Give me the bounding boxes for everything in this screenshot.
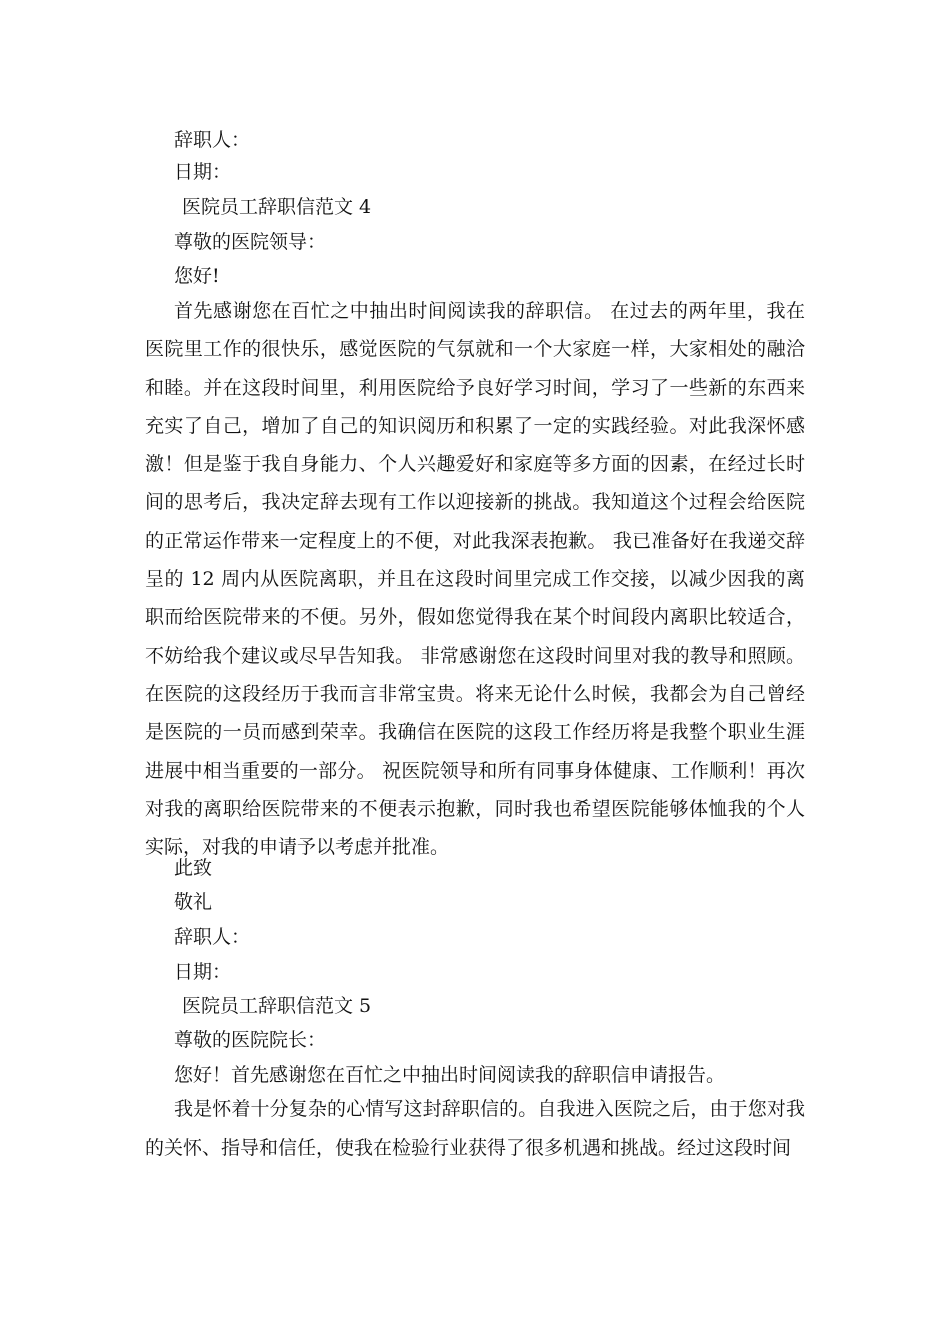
greeting: 您好!	[174, 265, 220, 287]
closing-jingli: 敬礼	[174, 891, 213, 913]
signer-label: 辞职人：	[174, 926, 251, 948]
date-label: 日期：	[174, 161, 232, 183]
letter-body: 我是怀着十分复杂的心情写这封辞职信的。自我进入医院之后，由于您对我的关怀、指导和信任，使我在检验行业获得了很多机遇和挑战。经过这段时间	[145, 1098, 805, 1159]
signer-label: 辞职人：	[174, 129, 251, 151]
greeting-line: 您好！首先感谢您在百忙之中抽出时间阅读我的辞职信申请报告。	[174, 1064, 726, 1086]
letter-body: 首先感谢您在百忙之中抽出时间阅读我的辞职信。 在过去的两年里，我在医院里工作的很快乐，感觉医院的气氛就和一个大家庭一样，大家相处的融洽和睦。并在这段时间里，利用医院给予良好学习时间，学习了一些新的东西来充实了自己，增加了自己的知识阅历和积累了一定的实践经验。对此我深怀感激！但是鉴于我自身能力、个人兴趣爱好和家庭等多方面的因素，在经过长时间的思考后，我决定辞去现有工作以迎接新的挑战。我知道这个过程会给医院的正常运作带来一定程度上的不便，对此我深表抱歉。 我已准备好在我递交辞呈的 12 周内从医院离职，并且在这段时间里完成工作交接，以减少因我的离职而给医院带来的不便。另外，假如您觉得我在某个时间段内离职比较适合，不妨给我个建议或尽早告知我。 非常感谢您在这段时间里对我的教导和照顾。在医院的这段经历于我而言非常宝贵。将来无论什么时候，我都会为自己曾经是医院的一员而感到荣幸。我确信在医院的这段工作经历将是我整个职业生涯进展中相当重要的一部分。 祝医院领导和所有同事身体健康、工作顺利！再次对我的离职给医院带来的不便表示抱歉，同时我也希望医院能够体恤我的个人实际，对我的申请予以考虑并批准。	[145, 300, 805, 859]
closing-cizhi: 此致	[174, 857, 213, 879]
letter-title: 医院员工辞职信范文 5	[182, 995, 372, 1017]
salutation: 尊敬的医院领导：	[174, 231, 327, 253]
salutation: 尊敬的医院院长：	[174, 1029, 327, 1051]
letter-title: 医院员工辞职信范文 4	[182, 196, 372, 218]
date-label: 日期：	[174, 961, 232, 983]
